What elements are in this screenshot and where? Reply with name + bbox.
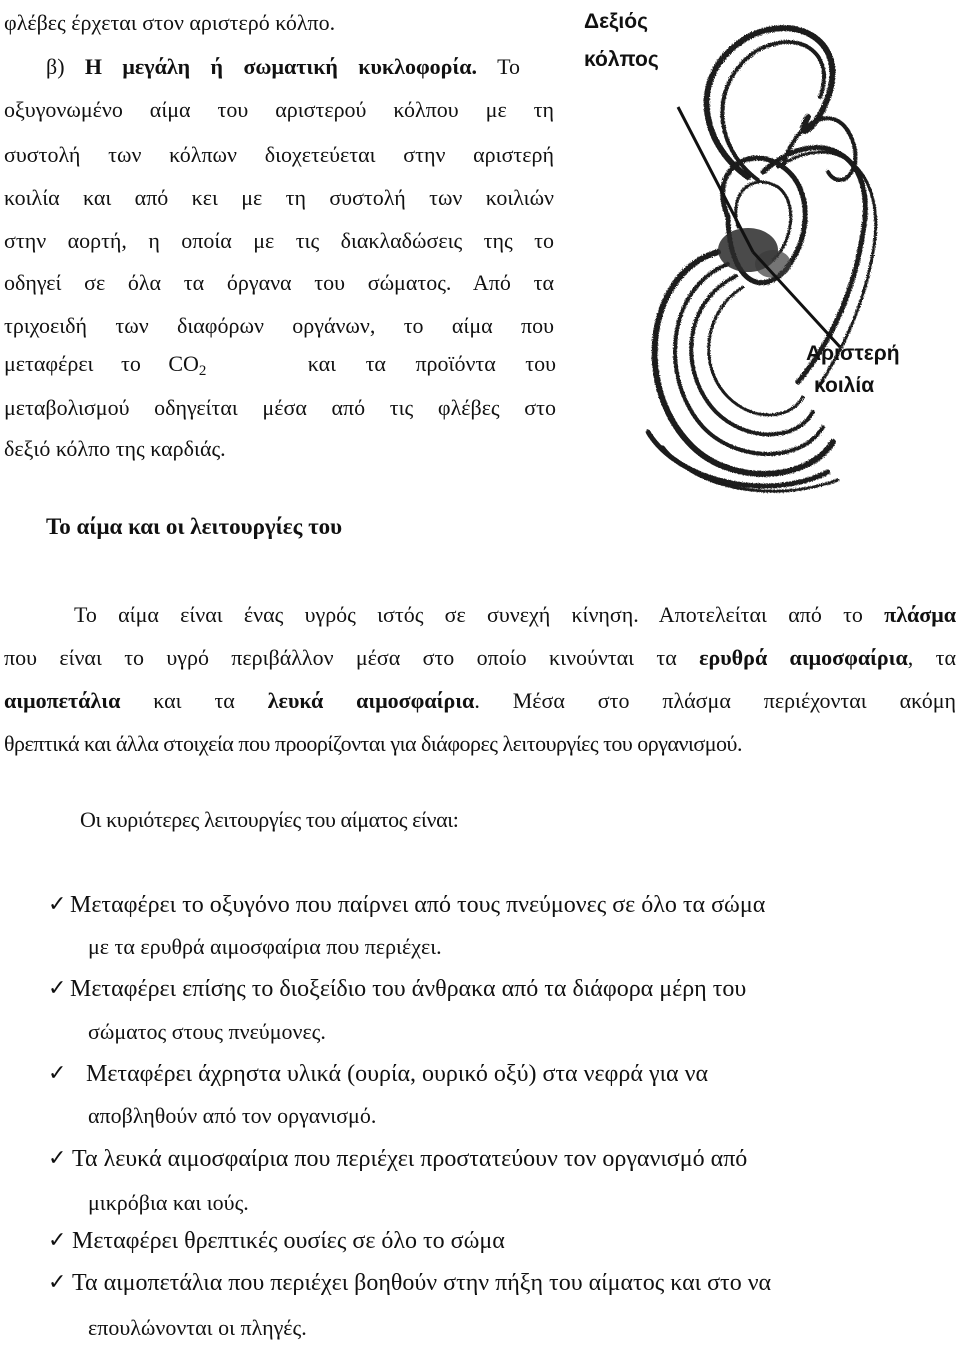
text-line: στην αορτή, η οποία με τις διακλαδώσεις της το (4, 228, 554, 253)
text-fragment: Το (497, 54, 520, 79)
text-fragment: , τα (907, 645, 956, 670)
checkmark-icon: ✓ (48, 1228, 67, 1253)
text-fragment: και τα προϊόντα του (307, 351, 556, 376)
checkmark-icon: ✓ (48, 976, 67, 1001)
text-line: τριχοειδή των διαφόρων οργάνων, το αίμα που (4, 313, 554, 338)
heart-diagram-image (578, 2, 958, 517)
text-line: μεταβολισμού οδηγείται μέσα από τις φλέβες στο (4, 395, 556, 420)
label-left-ventricle-1: Αριστερή (806, 342, 900, 365)
checkmark-icon: ✓ (48, 1270, 67, 1295)
circulation-term: Η μεγάλη ή σωματική κυκλοφορία. (84, 54, 478, 79)
list-item-line: Μεταφέρει επίσης το διοξείδιο του άνθρακα από τα διάφορα μέρη του (70, 976, 747, 1002)
checkmark-icon: ✓ (48, 892, 67, 917)
list-item-line: επουλώνονται οι πληγές. (88, 1315, 307, 1340)
functions-intro: Οι κυριότερες λειτουργίες του αίματος είναι: (80, 807, 459, 832)
checkmark-icon: ✓ (48, 1061, 67, 1086)
text-line: οδηγεί σε όλα τα όργανα του σώματος. Από τα (4, 270, 554, 295)
term-platelets: αιμοπετάλια (4, 688, 121, 713)
text-line (4, 645, 956, 671)
text-fragment: που είναι το υγρό περιβάλλον μέσα στο οποίο κινούνται τα (4, 645, 677, 670)
list-item-line: σώματος στους πνεύμονες. (88, 1019, 326, 1044)
text-line: θρεπτικά και άλλα στοιχεία που προορίζονται για διάφορες λειτουργίες του οργανισμού. (4, 731, 742, 756)
list-item-line: Τα λευκά αιμοσφαίρια που περιέχει προστατεύουν τον οργανισμό από (72, 1146, 748, 1172)
term-red-blood-cells: ερυθρά αιμοσφαίρια (699, 645, 908, 670)
text-fragment: . Μέσα στο πλάσμα περιέχονται ακόμη (474, 688, 957, 713)
list-item (48, 1146, 928, 1216)
text-fragment: και τα (153, 688, 235, 713)
text-line (74, 602, 956, 628)
subscript: 2 (198, 363, 207, 379)
list-item-line: Τα αιμοπετάλια που περιέχει βοηθούν στην πήξη του αίματος και στο να (72, 1270, 772, 1296)
label-right-atrium-2: κόλπος (584, 48, 659, 71)
list-marker: β) (46, 54, 65, 79)
text-line (4, 351, 556, 377)
list-item-line: αποβληθούν από τον οργανισμό. (88, 1103, 377, 1128)
list-item (48, 1270, 928, 1340)
text-line: δεξιό κόλπο της καρδιάς. (4, 436, 226, 461)
list-item-line: Μεταφέρει άχρηστα υλικά (ουρία, ουρικό οξύ) στα νεφρά για να (86, 1061, 709, 1087)
term-plasma: πλάσμα (884, 602, 956, 627)
checkmark-icon: ✓ (48, 1146, 67, 1171)
list-item-line: Μεταφέρει θρεπτικές ουσίες σε όλο το σώμα (72, 1228, 505, 1254)
term-white-blood-cells: λευκά αιμοσφαίρια (267, 688, 475, 713)
list-item-line: Μεταφέρει το οξυγόνο που παίρνει από τους πνεύμονες σε όλο τα σώμα (70, 892, 766, 918)
section-heading: Το αίμα και οι λειτουργίες του (46, 514, 343, 539)
list-item-line: μικρόβια και ιούς. (88, 1190, 249, 1215)
list-item (48, 1228, 928, 1258)
list-item (48, 1061, 928, 1131)
list-item (48, 976, 928, 1046)
text-line: κοιλία και από κει με τη συστολή των κοιλιών (4, 185, 554, 210)
heart-diagram (578, 2, 958, 517)
text-fragment: μεταφέρει το $CO_2$ (4, 351, 207, 379)
list-item (48, 892, 928, 962)
label-left-ventricle-2: κοιλία (814, 374, 875, 397)
text-line (4, 688, 956, 714)
text-line (46, 54, 520, 80)
text-line: συστολή των κόλπων διοχετεύεται στην αριστερή (4, 142, 554, 167)
list-item-line: με τα ερυθρά αιμοσφαίρια που περιέχει. (88, 934, 442, 959)
label-right-atrium-1: Δεξιός (584, 10, 648, 33)
text-line: φλέβες έρχεται στον αριστερό κόλπο. (4, 10, 336, 35)
text-line: οξυγονωμένο αίμα του αριστερού κόλπου με τη (4, 97, 554, 122)
text-fragment: Το αίμα είναι ένας υγρός ιστός σε συνεχή κίνηση. Αποτελείται από το (74, 602, 863, 627)
